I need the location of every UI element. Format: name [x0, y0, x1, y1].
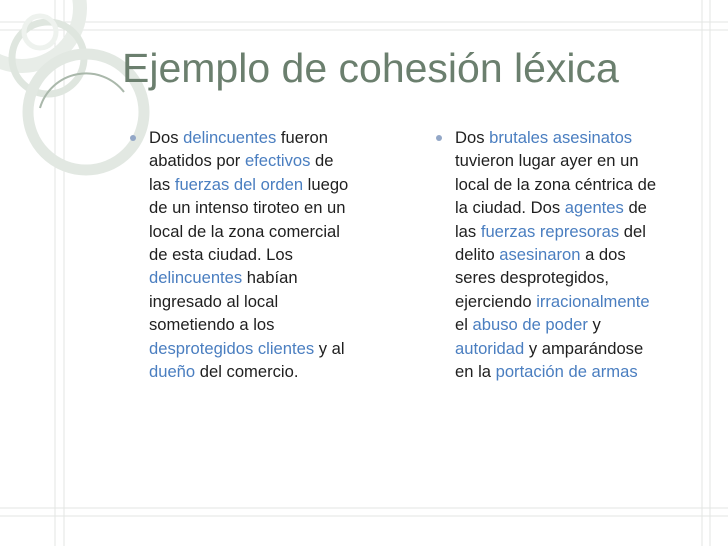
bullet-icon: [436, 135, 442, 141]
highlighted-term: fuerzas represoras: [480, 221, 620, 241]
right-column: [436, 126, 708, 383]
text-segment: luego: [303, 174, 349, 194]
text-line: [455, 149, 708, 172]
text-segment: fueron: [276, 128, 328, 147]
highlighted-term: delincuentes: [183, 128, 277, 147]
text-line: [149, 149, 395, 172]
text-line: [149, 196, 395, 219]
text-segment: y al: [314, 338, 345, 358]
bullet-icon: [130, 135, 136, 141]
text-line: [149, 173, 395, 196]
text-segment: a dos: [580, 245, 626, 265]
text-segment: Dos: [149, 128, 184, 147]
highlighted-term: asesinaron: [499, 245, 581, 265]
text-segment: sometiendo a los: [149, 315, 275, 335]
text-segment: del comercio.: [195, 362, 299, 382]
text-line: [455, 126, 708, 149]
text-segment: la ciudad. Dos: [455, 198, 565, 218]
highlighted-term: agentes: [564, 198, 624, 218]
highlighted-term: fuerzas del orden: [174, 174, 304, 194]
text-line: [455, 243, 708, 266]
text-line: [455, 266, 708, 289]
text-line: [149, 220, 395, 243]
text-segment: tuvieron lugar ayer en un: [455, 151, 639, 171]
text-line: [455, 313, 708, 336]
highlighted-term: abuso de poder: [472, 315, 588, 335]
text-segment: de un intenso tiroteo en un: [149, 198, 346, 218]
text-line: [149, 313, 395, 336]
highlighted-term: brutales asesinatos: [489, 128, 633, 147]
text-segment: Dos: [455, 128, 490, 147]
right-paragraph: [455, 126, 708, 383]
text-segment: seres desprotegidos,: [455, 268, 610, 288]
text-segment: las: [149, 174, 175, 194]
left-paragraph: [149, 126, 395, 383]
highlighted-term: irracionalmente: [536, 291, 650, 311]
text-line: [455, 337, 708, 360]
text-segment: de: [310, 151, 334, 171]
text-segment: abatidos por: [149, 151, 245, 171]
text-segment: las: [455, 221, 481, 241]
highlighted-term: portación de armas: [495, 362, 638, 382]
text-line: [149, 290, 395, 313]
text-segment: de esta ciudad. Los: [149, 245, 293, 265]
text-segment: y amparándose: [524, 338, 644, 358]
text-line: [149, 360, 395, 383]
text-line: [149, 337, 395, 360]
slide-title: Ejemplo de cohesión léxica: [122, 45, 619, 91]
text-line: [455, 196, 708, 219]
text-line: [455, 220, 708, 243]
text-line: [149, 266, 395, 289]
highlighted-term: autoridad: [455, 338, 525, 358]
text-segment: habían: [242, 268, 298, 288]
text-line: [149, 126, 395, 149]
text-segment: en la: [455, 362, 496, 382]
text-segment: ejerciendo: [455, 291, 537, 311]
highlighted-term: dueño: [149, 362, 196, 382]
text-segment: del: [619, 221, 646, 241]
text-segment: y: [587, 315, 601, 335]
text-segment: de: [623, 198, 647, 218]
text-segment: delito: [455, 245, 500, 265]
text-segment: ingresado al local: [149, 291, 279, 311]
text-line: [455, 290, 708, 313]
text-segment: local de la zona céntrica de: [455, 174, 657, 194]
left-column: [130, 126, 395, 383]
text-line: [149, 243, 395, 266]
text-line: [455, 360, 708, 383]
text-segment: local de la zona comercial: [149, 221, 340, 241]
text-segment: el: [455, 315, 473, 335]
text-line: [455, 173, 708, 196]
highlighted-term: desprotegidos clientes: [149, 338, 315, 358]
highlighted-term: efectivos: [244, 151, 311, 171]
highlighted-term: delincuentes: [149, 268, 243, 288]
